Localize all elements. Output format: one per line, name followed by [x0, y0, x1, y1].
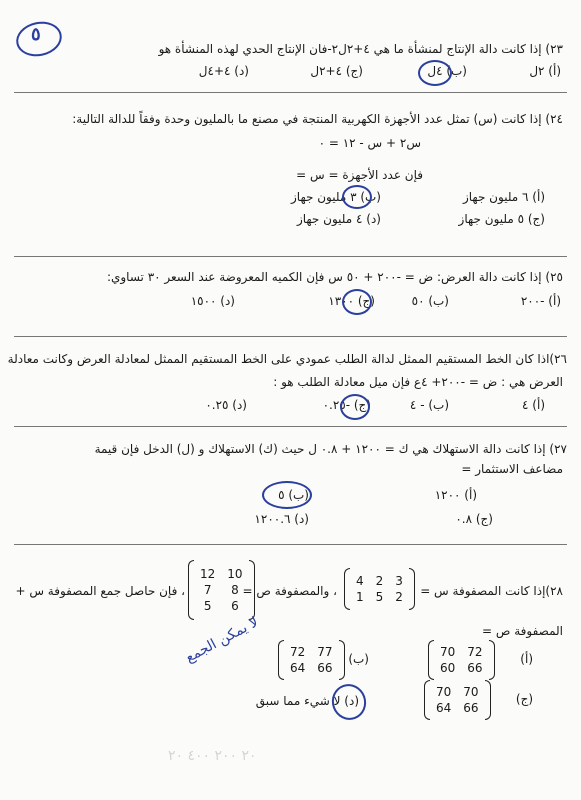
matrix-cell: 7: [203, 583, 212, 597]
q23-text: ٢٣) إذا كانت دالة الإنتاج لمنشأة ما هي ٤+٢ل٢-فان الإنتاج الحدي لهذه المنشأة هو: [158, 42, 563, 56]
q23-option-b: (ب) ٤ل: [427, 64, 467, 78]
q25-option-b: (ب) ٥٠: [411, 294, 449, 308]
matrix-cell: 70: [436, 685, 452, 699]
q28-option-c-label: (ج): [515, 692, 533, 706]
q25-answer-circle: [342, 289, 372, 315]
matrix-cell: 10: [227, 567, 243, 581]
q28-option-c-matrix: [424, 680, 491, 720]
matrix-cell: 6: [231, 599, 239, 613]
divider: [14, 426, 567, 427]
q28-text-4: المصفوفة ص =: [482, 624, 563, 638]
matrix-cell: 64: [436, 701, 452, 715]
bottom-faint-text: ٢٠ ٢٠٠ ٤٠٠ ٢٠: [168, 748, 257, 764]
q24-option-b: (ب) ٣ مليون جهاز: [291, 190, 381, 204]
matrix-cell: 70: [463, 685, 479, 699]
q26-line2: العرض هي : ض = -٢٠٠+ ٤ع فإن ميل معادلة الطلب هو :: [273, 375, 563, 389]
q28-text-1: ٢٨)إذا كانت المصفوفة س =: [420, 584, 563, 598]
q27-option-d: (د) ١٢٠٠.٦: [254, 512, 309, 526]
q25-option-d: (د) ١٥٠٠: [190, 294, 235, 308]
matrix-cell: 1: [356, 590, 364, 604]
matrix-cell: 72: [467, 645, 483, 659]
q27-answer-circle: [262, 481, 312, 509]
divider: [14, 336, 567, 337]
matrix-cell: 5: [203, 599, 212, 613]
q26-option-c: (ج) -٠.٢٥: [322, 398, 371, 412]
q27-option-b: (ب) ٥: [278, 488, 309, 502]
matrix-cell: 8: [231, 583, 239, 597]
q26-line1: ٢٦)اذا كان الخط المستقيم الممثل لدالة الطلب عمودي على الخط المستقيم الممثل لمعادلة العرض وكانت معادلة: [7, 352, 567, 366]
q23-answer-circle: [418, 60, 452, 86]
q23-option-d: (د) ٤+٤ل: [198, 64, 249, 78]
divider: [14, 544, 567, 545]
q28-option-d: (د) لا شيء مما سبق: [255, 694, 359, 708]
q25-option-c: (ج) ١٣٠٠: [328, 294, 375, 308]
divider: [14, 92, 567, 93]
q24-text: ٢٤) إذا كانت (س) تمثل عدد الأجهزة الكهربية المنتجة في مصنع ما بالمليون وحدة وفقاً للدالة التالية:: [72, 112, 563, 126]
matrix-cell: 66: [317, 661, 333, 675]
matrix-cell: 72: [290, 645, 306, 659]
q26-answer-circle: [340, 394, 370, 420]
q25-text: ٢٥) إذا كانت دالة العرض: ض = -٢٠٠ + ٥٠ س فإن الكميه المعروضة عند السعر ٣٠ تساوي:: [106, 270, 563, 284]
matrix-cell: 3: [395, 574, 403, 588]
matrix-p: [188, 560, 255, 620]
matrix-cell: 66: [463, 701, 479, 715]
q26-option-b: (ب) - ٤: [409, 398, 449, 412]
q23-option-a: (أ) ٢ل: [529, 64, 561, 78]
matrix-s: [344, 568, 415, 610]
q24-option-c: (ج) ٥ مليون جهاز: [458, 212, 545, 226]
q24-question: فإن عدد الأجهزة = س =: [296, 168, 423, 182]
q28-option-a-label: (أ): [520, 652, 533, 666]
q28-text-3: ، فإن حاصل جمع المصفوفة س +: [15, 584, 185, 598]
q27-line2: مضاعف الاستثمار =: [461, 462, 563, 476]
q23-option-c: (ج) ٤+٢ل: [310, 64, 363, 78]
q24-option-d: (د) ٤ مليون جهاز: [296, 212, 381, 226]
q26-option-d: (د) ٠.٢٥: [205, 398, 247, 412]
q28-option-a-matrix: [428, 640, 495, 680]
matrix-cell: 77: [317, 645, 333, 659]
matrix-cell: 12: [200, 567, 216, 581]
q28-option-b-label: (ب): [348, 652, 369, 666]
q28-option-b-matrix: [278, 640, 345, 680]
q28-answer-circle: [327, 679, 371, 724]
q24-answer-circle: [342, 185, 372, 209]
matrix-cell: 5: [375, 590, 384, 604]
matrix-cell: 2: [395, 590, 403, 604]
q25-option-a: (أ) -٢٠٠: [520, 294, 561, 308]
matrix-cell: 70: [440, 645, 456, 659]
handwritten-note: لا يمكن الجمع: [182, 614, 262, 666]
matrix-cell: 60: [440, 661, 456, 675]
q27-line1: ٢٧) إذا كانت دالة الاستهلاك هي ك = ١٢٠٠ + ٠.٨ ل حيث (ك) الاستهلاك و (ل) الدخل فإن قيمة: [94, 442, 567, 456]
q26-option-a: (أ) ٤: [522, 398, 545, 412]
divider: [14, 256, 567, 257]
page-number: ٥: [31, 24, 41, 45]
matrix-cell: 66: [467, 661, 483, 675]
q28-text-2: ، والمصفوفة ص =: [242, 584, 337, 598]
q27-option-a: (أ) ١٢٠٠: [434, 488, 477, 502]
q27-option-c: (ج) ٠.٨: [455, 512, 493, 526]
q24-equation: س٢ + س - ١٢ = ٠: [318, 136, 421, 150]
matrix-cell: 4: [356, 574, 364, 588]
matrix-cell: 2: [375, 574, 384, 588]
matrix-cell: 64: [290, 661, 306, 675]
q24-option-a: (أ) ٦ مليون جهاز: [462, 190, 545, 204]
